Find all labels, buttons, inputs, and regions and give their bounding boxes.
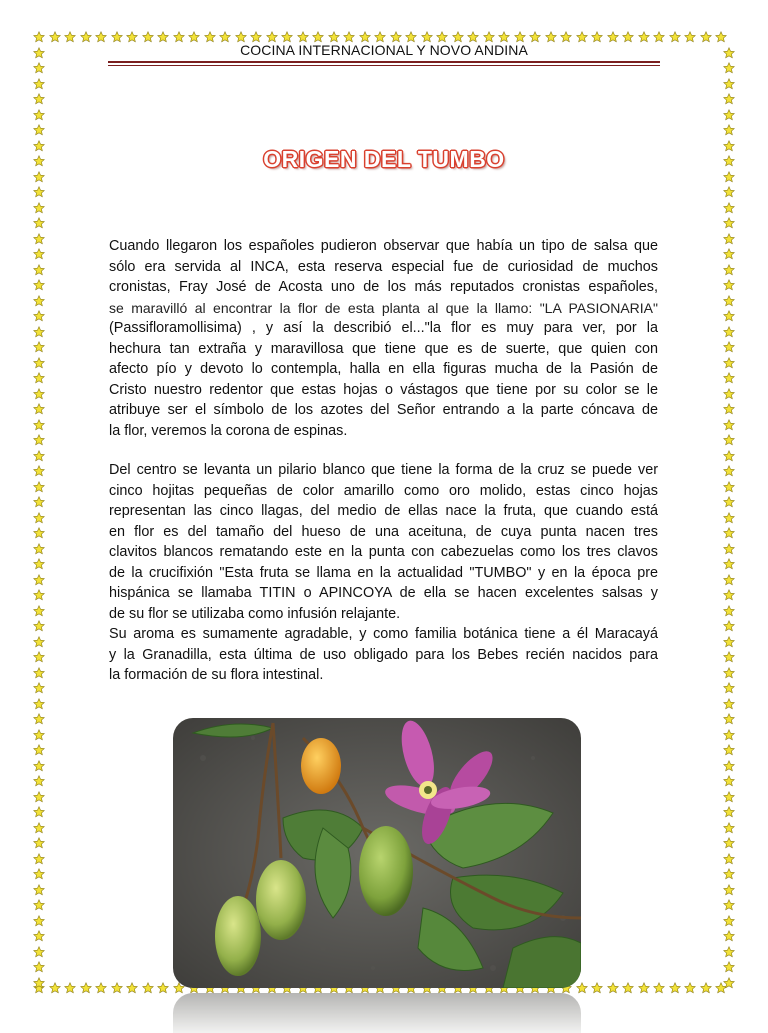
border-star-icon: [64, 30, 76, 42]
border-star-icon: [33, 30, 45, 42]
text-line: de la crucifixión "Esta fruta se llama en la actualidad "TUMBO" y en la época pre: [109, 564, 658, 581]
border-star-icon: [33, 449, 45, 461]
border-star-icon: [142, 30, 154, 42]
text-line: hechura tan extraña y maravillosa que tiene que es de suerte, que quien con: [109, 340, 658, 357]
paragraph-2: [109, 460, 658, 686]
tumbo-fruit: [256, 860, 306, 940]
border-star-icon: [33, 216, 45, 228]
border-star-icon: [576, 981, 588, 993]
border-star-icon: [723, 511, 735, 523]
border-star-icon: [33, 976, 45, 988]
border-star-icon: [33, 356, 45, 368]
border-star-icon: [653, 30, 665, 42]
border-star-icon: [33, 635, 45, 647]
header-title: COCINA INTERNACIONAL Y NOVO ANDINA: [240, 42, 528, 58]
border-star-icon: [126, 30, 138, 42]
border-star-icon: [436, 30, 448, 42]
border-star-icon: [723, 557, 735, 569]
border-star-icon: [157, 981, 169, 993]
border-star-icon: [723, 697, 735, 709]
border-star-icon: [622, 981, 634, 993]
border-star-icon: [33, 666, 45, 678]
border-star-icon: [723, 495, 735, 507]
border-star-icon: [95, 30, 107, 42]
border-star-icon: [33, 526, 45, 538]
border-star-icon: [33, 433, 45, 445]
border-star-icon: [684, 981, 696, 993]
border-star-icon: [281, 30, 293, 42]
ripe-fruit: [301, 738, 341, 794]
header-rule-thin: [108, 65, 660, 66]
tumbo-fruit: [215, 896, 261, 976]
photo-reflection: [173, 993, 581, 1033]
border-star-icon: [723, 108, 735, 120]
border-star-icon: [545, 30, 557, 42]
border-star-icon: [33, 759, 45, 771]
text-line: Del centro se levanta un pilario blanco que tiene la forma de la cruz se puede ver: [109, 462, 658, 478]
border-star-icon: [126, 981, 138, 993]
border-star-icon: [33, 371, 45, 383]
border-star-icon: [374, 30, 386, 42]
border-star-icon: [33, 883, 45, 895]
border-star-icon: [204, 30, 216, 42]
border-star-icon: [297, 30, 309, 42]
border-star-icon: [452, 30, 464, 42]
border-star-icon: [638, 981, 650, 993]
border-star-icon: [33, 681, 45, 693]
border-star-icon: [723, 464, 735, 476]
border-star-icon: [33, 929, 45, 941]
border-star-icon: [80, 30, 92, 42]
border-star-icon: [33, 185, 45, 197]
border-star-icon: [723, 449, 735, 461]
border-star-icon: [723, 387, 735, 399]
border-star-icon: [235, 30, 247, 42]
border-star-icon: [498, 30, 510, 42]
border-star-icon: [723, 46, 735, 58]
border-star-icon: [33, 92, 45, 104]
border-star-icon: [723, 836, 735, 848]
border-star-icon: [33, 480, 45, 492]
border-star-icon: [723, 929, 735, 941]
border-star-icon: [33, 697, 45, 709]
border-star-icon: [723, 278, 735, 290]
border-star-icon: [111, 30, 123, 42]
text-line: afecto pío y devoto lo contempla, halla en ella figuras mucha de la Pasión de: [109, 361, 658, 377]
border-star-icon: [653, 981, 665, 993]
border-star-icon: [723, 945, 735, 957]
header-rule: [108, 61, 660, 63]
border-star-icon: [723, 232, 735, 244]
border-star-icon: [684, 30, 696, 42]
border-star-icon: [33, 743, 45, 755]
tumbo-fruit: [359, 826, 413, 916]
border-star-icon: [390, 30, 402, 42]
border-star-icon: [111, 981, 123, 993]
border-star-icon: [33, 402, 45, 414]
border-star-icon: [33, 309, 45, 321]
border-star-icon: [33, 836, 45, 848]
border-star-icon: [173, 30, 185, 42]
border-star-icon: [405, 30, 417, 42]
border-star-icon: [723, 480, 735, 492]
border-star-icon: [723, 681, 735, 693]
border-star-icon: [33, 139, 45, 151]
border-star-icon: [723, 666, 735, 678]
border-star-icon: [723, 154, 735, 166]
document-title: ORIGEN DEL TUMBO: [263, 146, 505, 172]
border-star-icon: [723, 77, 735, 89]
border-star-icon: [576, 30, 588, 42]
border-star-icon: [723, 867, 735, 879]
border-star-icon: [33, 247, 45, 259]
border-star-icon: [33, 511, 45, 523]
text-line: hispánica se llamaba TITIN o APINCOYA de ella se hacen excelentes salsas y: [109, 585, 658, 601]
text-line: cinco hojitas pequeñas de color amarillo como oro molido, estas cinco hojas: [109, 482, 658, 499]
border-star-icon: [723, 294, 735, 306]
border-star-icon: [723, 914, 735, 926]
border-star-icon: [33, 294, 45, 306]
border-star-icon: [700, 30, 712, 42]
border-star-icon: [33, 573, 45, 585]
border-star-icon: [607, 981, 619, 993]
text-line: Cuando llegaron los españoles pudieron observar que había un tipo de salsa que: [109, 238, 658, 254]
border-star-icon: [723, 185, 735, 197]
text-line: Su aroma es sumamente agradable, y como familia botánica tiene a él Maracayá: [109, 626, 658, 642]
text-line: y la Granadilla, esta última de uso obligado para los Bebes recién nacidos para: [109, 646, 658, 663]
border-star-icon: [723, 263, 735, 275]
border-star-icon: [723, 604, 735, 616]
border-star-icon: [723, 759, 735, 771]
border-star-icon: [723, 635, 735, 647]
border-star-icon: [723, 170, 735, 182]
border-star-icon: [142, 981, 154, 993]
border-star-icon: [250, 30, 262, 42]
border-star-icon: [723, 898, 735, 910]
border-star-icon: [421, 30, 433, 42]
text-line: cronistas, Fray José de Acosta uno de los más reputados cronistas españoles,: [109, 279, 658, 295]
border-star-icon: [33, 278, 45, 290]
border-star-icon: [723, 402, 735, 414]
border-star-icon: [33, 728, 45, 740]
text-line: de su flor se utilizaba como infusión relajante.: [109, 605, 401, 622]
border-star-icon: [723, 650, 735, 662]
border-star-icon: [49, 30, 61, 42]
border-star-icon: [723, 201, 735, 213]
border-star-icon: [723, 61, 735, 73]
border-star-icon: [723, 92, 735, 104]
border-star-icon: [33, 154, 45, 166]
text-line: la flor, veremos la corona de espinas.: [109, 422, 348, 439]
border-star-icon: [33, 170, 45, 182]
paragraph-1: [109, 236, 658, 441]
border-star-icon: [33, 960, 45, 972]
border-star-icon: [591, 30, 603, 42]
text-line: en flor es del tamaño del hueso de una aceituna, de cuya punta nacen tres: [109, 523, 658, 540]
border-star-icon: [80, 981, 92, 993]
border-star-icon: [723, 960, 735, 972]
border-star-icon: [33, 232, 45, 244]
border-star-icon: [723, 542, 735, 554]
border-star-icon: [723, 976, 735, 988]
border-star-icon: [188, 30, 200, 42]
border-star-icon: [33, 263, 45, 275]
border-star-icon: [33, 914, 45, 926]
border-star-icon: [33, 945, 45, 957]
border-star-icon: [33, 557, 45, 569]
border-star-icon: [33, 588, 45, 600]
border-star-icon: [467, 30, 479, 42]
border-star-icon: [33, 340, 45, 352]
border-star-icon: [33, 46, 45, 58]
border-star-icon: [343, 30, 355, 42]
border-star-icon: [723, 356, 735, 368]
border-star-icon: [33, 604, 45, 616]
border-star-icon: [723, 588, 735, 600]
border-star-icon: [64, 981, 76, 993]
border-star-icon: [33, 898, 45, 910]
border-star-icon: [33, 387, 45, 399]
border-star-icon: [723, 712, 735, 724]
border-star-icon: [359, 30, 371, 42]
border-star-icon: [723, 526, 735, 538]
border-star-icon: [483, 30, 495, 42]
border-star-icon: [723, 852, 735, 864]
border-star-icon: [723, 790, 735, 802]
border-star-icon: [33, 123, 45, 135]
border-star-icon: [723, 139, 735, 151]
border-star-icon: [723, 123, 735, 135]
border-star-icon: [33, 790, 45, 802]
border-star-icon: [328, 30, 340, 42]
border-star-icon: [157, 30, 169, 42]
text-line: (Passifloramollisima) , y así la describió el..."la flor es muy para ver, por la: [109, 320, 658, 336]
border-star-icon: [33, 418, 45, 430]
border-star-icon: [95, 981, 107, 993]
border-star-icon: [33, 867, 45, 879]
border-star-icon: [607, 30, 619, 42]
border-star-icon: [33, 852, 45, 864]
tumbo-plant-photo: [173, 718, 581, 988]
border-star-icon: [723, 774, 735, 786]
border-star-icon: [33, 108, 45, 120]
border-star-icon: [266, 30, 278, 42]
border-star-icon: [33, 805, 45, 817]
border-star-icon: [723, 433, 735, 445]
border-star-icon: [33, 464, 45, 476]
border-star-icon: [723, 821, 735, 833]
text-line: sólo era servida al INCA, esta reserva especial fue de curiosidad de muchos: [109, 258, 658, 275]
text-line: representan las cinco llagas, del medio de ellas nace la fruta, que cuando está: [109, 503, 658, 519]
text-line: Cristo nuestro redentor que estas hojas o vástagos que tiene por su color se le: [109, 381, 658, 398]
border-star-icon: [723, 371, 735, 383]
border-star-icon: [622, 30, 634, 42]
border-star-icon: [723, 619, 735, 631]
text-line: la formación de su flora intestinal.: [109, 667, 324, 683]
border-star-icon: [560, 30, 572, 42]
border-star-icon: [723, 247, 735, 259]
border-star-icon: [723, 216, 735, 228]
border-star-icon: [33, 542, 45, 554]
border-star-icon: [723, 728, 735, 740]
border-star-icon: [514, 30, 526, 42]
border-star-icon: [723, 340, 735, 352]
border-star-icon: [723, 743, 735, 755]
border-star-icon: [33, 712, 45, 724]
border-star-icon: [33, 774, 45, 786]
border-star-icon: [33, 619, 45, 631]
border-star-icon: [312, 30, 324, 42]
border-star-icon: [33, 650, 45, 662]
text-line: atribuye ser el símbolo de los azotes del Señor entrando a la parte cóncava de: [109, 402, 658, 418]
border-star-icon: [700, 981, 712, 993]
border-star-icon: [33, 201, 45, 213]
border-star-icon: [723, 418, 735, 430]
border-star-icon: [49, 981, 61, 993]
border-star-icon: [529, 30, 541, 42]
text-line: clavitos blancos rematando este en la punta con cabezuelas como los tres clavos: [109, 544, 658, 560]
text-line: se maravilló al encontrar la flor de esta planta al que la llamo: "LA PASIONARIA": [109, 299, 658, 316]
border-star-icon: [33, 61, 45, 73]
border-star-icon: [33, 495, 45, 507]
border-star-icon: [33, 325, 45, 337]
border-star-icon: [33, 77, 45, 89]
border-star-icon: [33, 821, 45, 833]
border-star-icon: [723, 805, 735, 817]
border-star-icon: [723, 883, 735, 895]
border-star-icon: [219, 30, 231, 42]
border-star-icon: [723, 325, 735, 337]
border-star-icon: [669, 981, 681, 993]
border-star-icon: [669, 30, 681, 42]
border-star-icon: [715, 30, 727, 42]
border-star-icon: [723, 573, 735, 585]
border-star-icon: [723, 309, 735, 321]
border-star-icon: [591, 981, 603, 993]
border-star-icon: [638, 30, 650, 42]
